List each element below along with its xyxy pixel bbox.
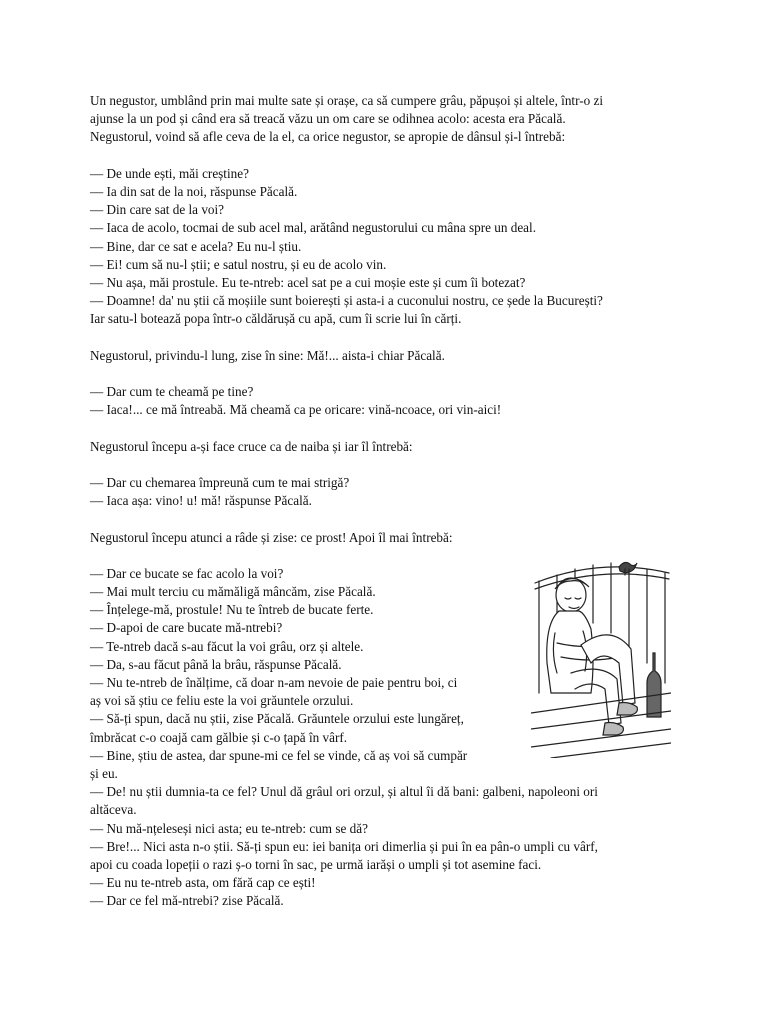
blank-line	[90, 365, 690, 383]
text-line: — Nu mă-nțeleseși nici asta; eu te-ntreb: cum se dă?	[90, 820, 368, 836]
text-line: — Da, s-au făcut până la brâu, răspunse Păcală.	[90, 656, 342, 672]
text-line: — Din care sat de la voi?	[90, 202, 225, 218]
text-line: — Dar cu chemarea împreună cum te mai strigă?	[90, 474, 350, 490]
blank-line	[90, 510, 690, 528]
text-line: — D-apoi de care bucate mă-ntrebi?	[90, 620, 283, 636]
story-text	[90, 92, 690, 910]
text-line: — Nu te-ntreb de înălțime, că doar n-am nevoie de paie pentru boi, ci	[90, 675, 458, 690]
text-line: — Să-ți spun, dacă nu știi, zise Păcală. Grăuntele orzului este lungăreț,	[90, 711, 464, 727]
text-line: — Bre!... Nici asta n-o știi. Să-ți spun eu: iei banița ori dimerlia și pui în ea pân-o umpli cu vârf,	[90, 838, 598, 854]
pacala-sitting-illustration	[531, 553, 671, 758]
text-line: îmbrăcat c-o coajă cam gălbie și c-o țapă în vârf.	[90, 729, 348, 745]
text-line: Negustorul, voind să afle ceva de la el, ca orice negustor, se apropie de dânsul și-l întrebă:	[90, 129, 566, 145]
text-line: Negustorul începu atunci a râde și zise: ce prost! Apoi îl mai întrebă:	[90, 529, 453, 545]
text-line: — Iaca!... ce mă întreabă. Mă cheamă ca pe oricare: vină-ncoace, ori vin-aici!	[90, 402, 502, 418]
text-line: — Eu nu te-ntreb asta, om fără cap ce ești!	[90, 875, 316, 891]
text-line: și eu.	[90, 765, 118, 781]
text-line: — Dar ce bucate se fac acolo la voi?	[90, 565, 284, 581]
text-line: — Bine, dar ce sat e acela? Eu nu-l știu.	[90, 238, 302, 254]
text-line: — Ei! cum să nu-l știi; e satul nostru, și eu de acolo vin.	[90, 256, 387, 272]
blank-line	[90, 419, 690, 437]
text-line: altăceva.	[90, 802, 137, 818]
text-line: — Te-ntreb dacă s-au făcut la voi grâu, orz și altele.	[90, 638, 364, 654]
text-line: — Dar cum te cheamă pe tine?	[90, 384, 254, 399]
text-line: Iar satu-l botează popa într-o căldărușă cu apă, cum îi scrie lui în cărți.	[90, 311, 462, 327]
text-line: — Ia din sat de la noi, răspunse Păcală.	[90, 183, 298, 199]
text-line: — Nu așa, măi prostule. Eu te-ntreb: acel sat pe a cui moșie este și cum îi botezat?	[90, 274, 526, 290]
text-line: — Dar ce fel mă-ntrebi? zise Păcală.	[90, 893, 284, 909]
text-line: Un negustor, umblând prin mai multe sate și orașe, ca să cumpere grâu, păpușoi și altele, într-o zi	[90, 93, 604, 108]
text-line: — Doamne! da' nu știi că moșiile sunt boierești și asta-i a cuconului nostru, ce șede la București?	[90, 293, 603, 309]
blank-line	[90, 456, 690, 474]
text-line: — Înțelege-mă, prostule! Nu te întreb de bucate ferte.	[90, 602, 374, 618]
text-line: aș voi să știu ce feliu este la voi grăuntele orzului.	[90, 693, 354, 709]
text-line: apoi cu coada lopeții o razi ș-o torni în sac, pe urmă iarăși o umpli și tot asemine faci.	[90, 856, 542, 872]
text-line: Negustorul începu a-și face cruce ca de naiba și iar îl întrebă:	[90, 438, 413, 454]
text-line: — Iaca de acolo, tocmai de sub acel mal, arătând negustorului cu mâna spre un deal.	[90, 220, 536, 236]
text-line: — Iaca așa: vino! u! mă! răspunse Păcală.	[90, 493, 312, 509]
text-line: — De unde ești, măi creștine?	[90, 165, 249, 181]
text-line: ajunse la un pod și când era să treacă văzu un om care se odihnea acolo: acesta era Păcală.	[90, 111, 566, 127]
text-line: — Mai mult terciu cu mămăligă mâncăm, zise Păcală.	[90, 584, 376, 600]
text-line: — De! nu știi dumnia-ta ce fel? Unul dă grâul ori orzul, și altul îi dă bani: galbeni, napoleoni ori	[90, 784, 598, 800]
blank-line	[90, 147, 690, 165]
text-line: — Bine, știu de astea, dar spune-mi ce fel se vinde, că aș voi să cumpăr	[90, 747, 468, 763]
text-line: Negustorul, privindu-l lung, zise în sine: Mă!... aista-i chiar Păcală.	[90, 347, 445, 363]
blank-line	[90, 328, 690, 346]
